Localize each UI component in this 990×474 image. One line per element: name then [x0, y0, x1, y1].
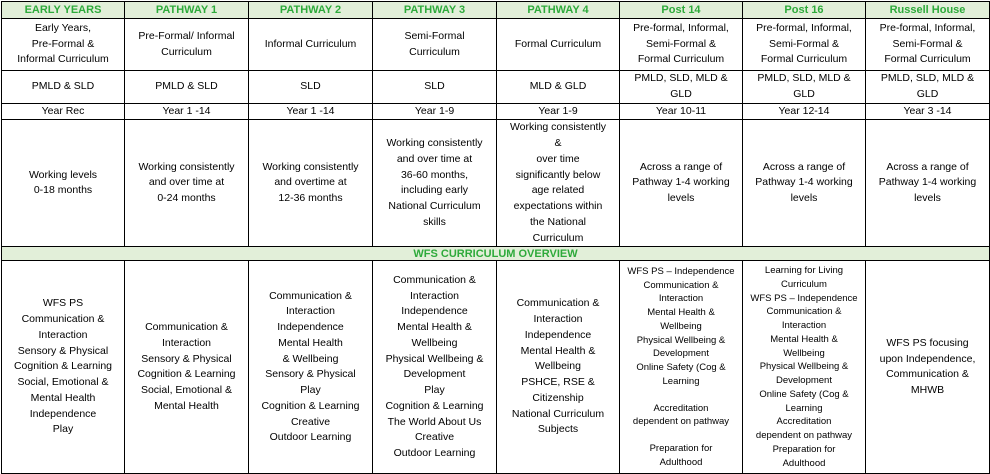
cell-line: Communication & [21, 313, 105, 326]
cell-line: Sensory & Physical [265, 368, 356, 381]
cell-line: the National [529, 215, 587, 228]
cell-line: Wellbeing [660, 320, 702, 332]
cell-line: & Wellbeing [282, 352, 339, 365]
cell-line: dependent on pathway [632, 416, 730, 428]
working-level-cell [497, 120, 620, 247]
cell-line: Communication & [643, 279, 719, 291]
cell-line: upon Independence, [879, 352, 976, 365]
cell-line: Mental Health [154, 399, 219, 412]
curriculum-cell [497, 19, 620, 71]
cell-line: The World About Us [387, 415, 482, 428]
cell-line: WFS PS – Independence [627, 265, 735, 277]
cell-line: PSHCE, RSE & [521, 376, 595, 389]
cell-line: WFS PS focusing [886, 336, 969, 349]
cell-line: Informal Curriculum [264, 37, 357, 50]
cell-line: Semi-Formal [404, 29, 465, 42]
overview-cell [373, 261, 497, 474]
cell-line: PMLD & SLD [155, 79, 218, 92]
cell-line: Formal Curriculum [884, 53, 971, 66]
cell-line: Development [653, 348, 709, 360]
cell-line: Formal Curriculum [514, 37, 602, 50]
year-cell: Year Rec [2, 103, 125, 120]
cell-line: Development [776, 375, 832, 387]
cell-line: Online Safety (Cog & [636, 362, 726, 374]
cell-line: and over time at [396, 152, 473, 165]
cell-line: Creative [414, 431, 455, 444]
year-cell: Year 3 -14 [866, 103, 990, 120]
cell-line: Adulthood [659, 456, 703, 468]
column-header: EARLY YEARS [2, 2, 125, 19]
cell-line: levels [667, 192, 695, 205]
cell-line: Working consistently [386, 137, 483, 149]
working-level-cell [866, 120, 990, 247]
column-header: Russell House [866, 2, 990, 19]
cell-line: Learning [662, 375, 700, 387]
cell-line [622, 389, 740, 402]
cell-line: Social, Emotional & [140, 384, 233, 396]
column-header: Post 16 [743, 2, 866, 19]
needs-cell [125, 71, 249, 104]
cell-line: Cognition & Learning [261, 399, 360, 412]
cell-line: Pre-Formal & [31, 37, 95, 50]
cell-line: including early [400, 184, 469, 197]
column-header: Post 14 [620, 2, 743, 19]
cell-line: National Curriculum [511, 407, 605, 420]
cell-line: and over time at [148, 176, 225, 189]
curriculum-cell [249, 19, 373, 71]
needs-cell [866, 71, 990, 104]
cell-line: skills [423, 215, 446, 228]
cell-line: GLD [670, 87, 692, 100]
needs-cell [497, 71, 620, 104]
cell-line: Pre-Formal/ Informal [138, 29, 235, 42]
cell-line: Working levels [28, 168, 98, 181]
cell-line: Communication & [766, 306, 842, 318]
cell-line: GLD [793, 87, 815, 100]
cell-line: Interaction [781, 320, 827, 332]
cell-line: Independence [524, 328, 592, 341]
cell-line: Mental Health [30, 391, 96, 404]
cell-line: Physical Wellbeing & [385, 352, 484, 365]
overview-cell [866, 261, 990, 474]
year-cell: Year 1 -14 [249, 103, 373, 120]
cell-line: Subjects [537, 423, 579, 436]
cell-line: significantly below [515, 168, 601, 181]
cell-line: Mental Health & [647, 307, 715, 319]
cell-line: SLD [424, 79, 445, 92]
cell-line: Pre-formal, Informal, [756, 21, 852, 34]
working-level-cell [2, 120, 125, 247]
cell-line: Pre-formal, Informal, [633, 21, 729, 34]
cell-line: National Curriculum [388, 200, 481, 212]
cell-line: MHWB [910, 384, 945, 396]
cell-line: dependent on pathway [755, 430, 853, 442]
cell-line: Outdoor Learning [393, 447, 476, 459]
cell-line: & [554, 137, 562, 149]
curriculum-cell [2, 19, 125, 71]
cell-line: Curriculum [532, 231, 584, 244]
cell-line: PMLD, SLD, MLD & [880, 72, 975, 84]
cell-line: Early Years, [34, 21, 92, 34]
cell-line: Play [300, 384, 321, 396]
cell-line: Social, Emotional & [17, 376, 109, 389]
cell-line: Across a range of [886, 160, 969, 173]
cell-line: Sensory & Physical [17, 344, 109, 357]
cell-line: levels [914, 192, 941, 205]
curriculum-overview-table [1, 1, 990, 474]
cell-line: Mental Health & [397, 321, 472, 333]
column-header: PATHWAY 2 [249, 2, 373, 19]
cell-line: Development [403, 368, 466, 381]
cell-line: expectations within [513, 200, 603, 212]
cell-line: Semi-Formal & [645, 37, 716, 50]
cell-line: MLD & GLD [529, 79, 587, 92]
pathway-header-row [2, 2, 990, 19]
overview-cell [249, 261, 373, 474]
cell-line: Sensory & Physical [141, 352, 232, 365]
needs-cell [743, 71, 866, 104]
cell-line: Play [52, 423, 74, 436]
cell-line: Working consistently [138, 160, 235, 173]
curriculum-cell [743, 19, 866, 71]
needs-cell [373, 71, 497, 104]
cell-line: PMLD, SLD, MLD & [757, 72, 851, 84]
overview-cell [125, 261, 249, 474]
cell-line: Outdoor Learning [269, 431, 352, 444]
cell-line: Physical Wellbeing & [636, 334, 726, 346]
cell-line: Learning for Living [764, 265, 844, 276]
cell-line: Semi-Formal & [892, 37, 963, 50]
cell-line: Working consistently [262, 160, 359, 173]
column-header: PATHWAY 3 [373, 2, 497, 19]
overview-title: WFS CURRICULUM OVERVIEW [2, 247, 990, 261]
working-level-cell [620, 120, 743, 247]
cell-line: Mental Health & [770, 333, 838, 345]
cell-line: Interaction [38, 328, 88, 341]
cell-line: Independence [277, 321, 344, 333]
cell-line: Interaction [658, 293, 704, 305]
cell-line: Wellbeing [535, 360, 581, 373]
cell-line: Mental Health & [520, 344, 596, 357]
cell-line: Pathway 1-4 working [632, 176, 730, 189]
cell-line: Citizenship [532, 391, 584, 404]
cell-line: Cognition & Learning [13, 360, 113, 373]
cell-line: Across a range of [639, 160, 723, 173]
cell-line: Preparation for [649, 443, 713, 455]
working-level-cell [743, 120, 866, 247]
cell-line [622, 429, 740, 442]
cell-line: SLD [300, 79, 321, 92]
cell-line: Communication & [269, 289, 352, 302]
cell-line: Pathway 1-4 working [878, 176, 977, 189]
year-cell: Year 1 -14 [125, 103, 249, 120]
overview-row [2, 261, 990, 474]
cell-line: Wellbeing [411, 336, 458, 349]
cell-line: Communication & [145, 321, 228, 333]
cell-line: and overtime at [274, 176, 347, 189]
curriculum-type-row [2, 19, 990, 71]
cell-line: WFS PS [42, 297, 84, 310]
cell-line: Preparation for [772, 443, 836, 455]
cell-line: Independence [401, 305, 468, 318]
cell-line: Communication & [886, 368, 969, 381]
cell-line: 36-60 months, [400, 168, 469, 181]
cell-line: Adulthood [782, 457, 826, 469]
cell-line: 0-24 months [157, 192, 216, 205]
cell-line: Communication & [516, 297, 600, 310]
cell-line: Communication & [393, 273, 476, 286]
overview-band-row [2, 247, 990, 261]
cell-line: Accreditation [653, 402, 709, 414]
overview-cell [620, 261, 743, 474]
cell-line: Curriculum [409, 45, 460, 58]
working-levels-row [2, 120, 990, 247]
cell-line: Curriculum [781, 278, 827, 290]
cell-line: 12-36 months [278, 192, 343, 205]
cell-line: Creative [290, 415, 331, 428]
cell-line: over time [536, 152, 580, 165]
year-groups-row [2, 103, 990, 120]
cell-line: WFS PS – Independence [750, 292, 858, 304]
cell-line: Wellbeing [783, 347, 825, 359]
cell-line: Pre-formal, Informal, [879, 21, 976, 34]
cell-line: Formal Curriculum [760, 53, 848, 66]
cell-line: Cognition & Learning [137, 368, 236, 381]
overview-cell [497, 261, 620, 474]
working-level-cell [373, 120, 497, 247]
cell-line: Independence [29, 407, 97, 420]
needs-cell [2, 71, 125, 104]
year-cell: Year 10-11 [620, 103, 743, 120]
cell-line: PMLD, SLD, MLD & [634, 72, 728, 84]
overview-cell [2, 261, 125, 474]
curriculum-cell [866, 19, 990, 71]
cell-line: Physical Wellbeing & [759, 361, 849, 373]
overview-cell [743, 261, 866, 474]
cell-line: Cognition & Learning [385, 399, 484, 412]
needs-cell [620, 71, 743, 104]
cell-line: levels [790, 192, 818, 205]
cell-line: age related [531, 184, 585, 197]
needs-cell [249, 71, 373, 104]
cell-line: Across a range of [762, 160, 846, 173]
cell-line: Accreditation [776, 416, 832, 428]
cell-line: 0-18 months [33, 184, 93, 197]
cell-line: Interaction [533, 313, 583, 326]
curriculum-cell [373, 19, 497, 71]
working-level-cell [249, 120, 373, 247]
year-cell: Year 1-9 [497, 103, 620, 120]
year-cell: Year 12-14 [743, 103, 866, 120]
needs-row [2, 71, 990, 104]
cell-line: Interaction [161, 336, 212, 349]
cell-line: Interaction [409, 289, 460, 302]
cell-line: Play [424, 384, 445, 396]
year-cell: Year 1-9 [373, 103, 497, 120]
cell-line: GLD [916, 87, 939, 100]
cell-line: Semi-Formal & [768, 37, 839, 50]
curriculum-cell [620, 19, 743, 71]
cell-line: Learning [785, 402, 823, 414]
cell-line: PMLD & SLD [31, 79, 95, 92]
cell-line: Formal Curriculum [637, 53, 725, 66]
cell-line: Curriculum [161, 45, 212, 58]
working-level-cell [125, 120, 249, 247]
cell-line: Working consistently [509, 121, 607, 134]
cell-line: Informal Curriculum [17, 53, 109, 66]
cell-line: Mental Health [278, 336, 343, 349]
cell-line: Pathway 1-4 working [755, 176, 853, 189]
cell-line: Interaction [285, 305, 336, 318]
cell-line: Online Safety (Cog & [759, 388, 849, 400]
column-header: PATHWAY 1 [125, 2, 249, 19]
column-header: PATHWAY 4 [497, 2, 620, 19]
curriculum-cell [125, 19, 249, 71]
